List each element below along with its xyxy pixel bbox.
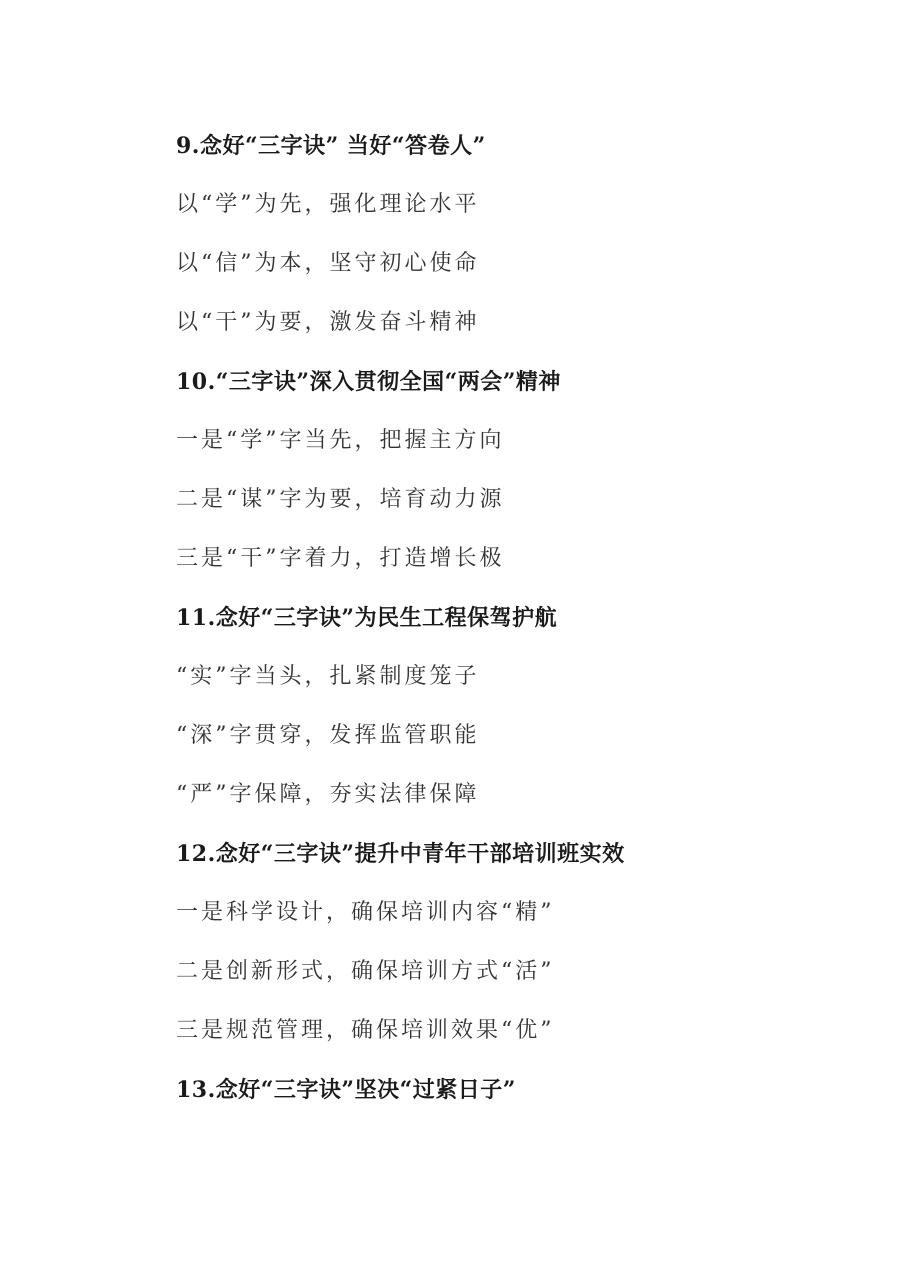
section-9-item-3: 以“干”为要，激发奋斗精神 — [176, 310, 480, 335]
section-10-item-3: 三是“干”字着力，打造增长极 — [176, 546, 505, 571]
section-10-item-2: 二是“谋”字为要，培育动力源 — [176, 487, 505, 512]
section-11-item-2: “深”字贯穿，发挥监管职能 — [176, 723, 480, 748]
section-10-item-1: 一是“学”字当先，把握主方向 — [176, 428, 505, 453]
section-12-title: 12.念好“三字诀”提升中青年干部培训班实效 — [176, 841, 625, 867]
section-11-item-3: “严”字保障，夯实法律保障 — [176, 782, 480, 807]
section-9-title: 9.念好“三字诀” 当好“答卷人” — [176, 133, 486, 159]
section-13-title: 13.念好“三字诀”坚决“过紧日子” — [176, 1077, 516, 1103]
section-10-title: 10.“三字诀”深入贯彻全国“两会”精神 — [176, 369, 561, 395]
section-9-item-1: 以“学”为先，强化理论水平 — [176, 192, 480, 217]
section-9-item-2: 以“信”为本，坚守初心使命 — [176, 251, 480, 276]
section-12-item-1: 一是科学设计，确保培训内容“精” — [176, 900, 555, 925]
section-11-title: 11.念好“三字诀”为民生工程保驾护航 — [176, 605, 558, 631]
section-11-item-1: “实”字当头，扎紧制度笼子 — [176, 664, 480, 689]
document-body — [176, 126, 856, 1129]
section-12-item-2: 二是创新形式，确保培训方式“活” — [176, 959, 555, 984]
section-12-item-3: 三是规范管理，确保培训效果“优” — [176, 1018, 555, 1043]
